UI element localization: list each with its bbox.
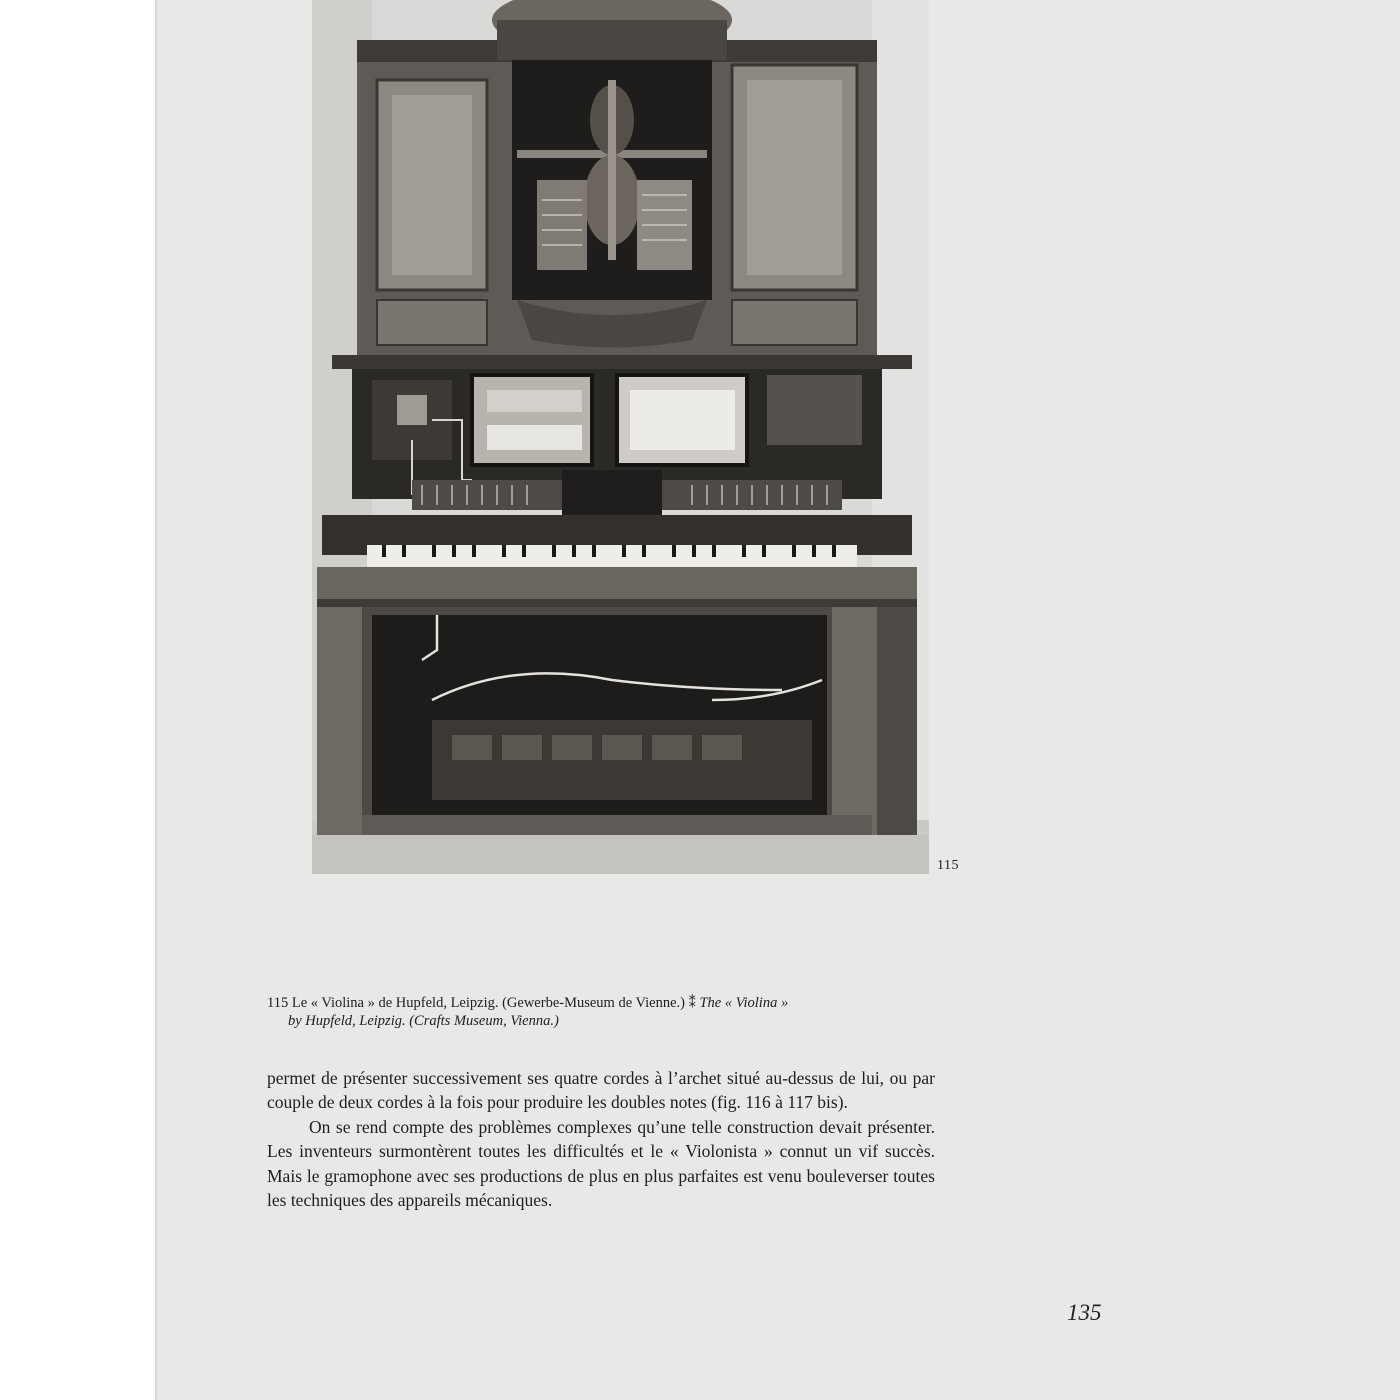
figure-caption (267, 994, 943, 1030)
violina-illustration (312, 0, 929, 874)
caption-separator: ⁑ (688, 995, 696, 1011)
paragraph-1: permet de présenter successivement ses quatre cordes à l’archet situé au-dessus de lui, ou par couple de deux cordes à la fois pour produire les doubles notes (fig. 116 à 117 bis). (267, 1068, 935, 1113)
body-text (267, 1066, 935, 1212)
caption-line-1 (267, 994, 943, 1012)
figure-number: 115 (937, 858, 959, 873)
paragraph-2: On se rend compte des problèmes complexes qu’une telle construction devait présenter. Les inventeurs surmontèrent toutes les difficultés et le « Violonista » connut un vif succès. Mais le gramophone avec ses productions de plus en plus parfaites est venu bouleverser toutes les techniques des appareils mécaniques. (267, 1116, 935, 1211)
caption-english-end: by Hupfeld, Leipzig. (Crafts Museum, Vienna.) (288, 1013, 559, 1029)
page-edge (155, 0, 158, 1400)
page-number: 135 (1067, 1300, 1102, 1325)
book-page (155, 0, 1400, 1400)
figure-photograph (312, 0, 929, 874)
caption-line-2 (267, 1012, 943, 1030)
caption-french: 115 Le « Violina » de Hupfeld, Leipzig. (Gewerbe-Museum de Vienne.) (267, 995, 685, 1011)
caption-english-start: The « Violina » (699, 995, 789, 1011)
